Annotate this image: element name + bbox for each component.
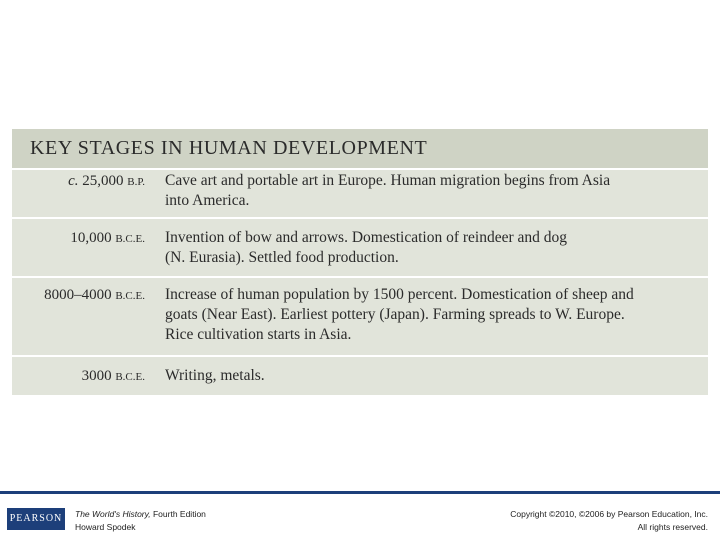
date-prefix: c. xyxy=(68,173,83,189)
row-date xyxy=(12,170,145,217)
table-row xyxy=(12,276,708,355)
description-line: Increase of human population by 1500 percent. Domestication of sheep and xyxy=(165,286,634,303)
rights-line: All rights reserved. xyxy=(637,522,708,532)
date-main: 10,000 xyxy=(70,230,112,246)
table-row xyxy=(12,355,708,393)
copyright-notice xyxy=(510,508,708,534)
pearson-logo: PEARSON xyxy=(7,508,65,530)
copyright-line: Copyright ©2010, ©2006 by Pearson Education, Inc. xyxy=(510,509,708,519)
book-title: The World's History, xyxy=(75,509,151,519)
table-row xyxy=(12,217,708,276)
row-date xyxy=(12,284,145,355)
row-description xyxy=(165,227,705,276)
row-description xyxy=(165,284,705,355)
date-era: B.C.E. xyxy=(115,290,145,302)
date-era: B.P. xyxy=(127,176,145,188)
date-main: 3000 xyxy=(81,368,112,384)
date-main: 8000–4000 xyxy=(44,287,112,303)
description-line: Cave art and portable art in Europe. Human migration begins from Asia xyxy=(165,172,611,189)
description-line: Writing, metals. xyxy=(165,367,265,384)
row-description xyxy=(165,170,705,217)
date-era: B.C.E. xyxy=(115,371,145,383)
date-main: 25,000 xyxy=(82,173,124,189)
row-description xyxy=(165,365,705,393)
table-row xyxy=(12,168,708,217)
row-date xyxy=(12,365,145,393)
description-line: Invention of bow and arrows. Domestication of reindeer and dog xyxy=(165,229,568,246)
description-line: (N. Eurasia). Settled food production. xyxy=(165,249,399,266)
description-line: Rice cultivation starts in Asia. xyxy=(165,326,352,343)
slide-footer xyxy=(0,491,720,540)
book-edition: Fourth Edition xyxy=(150,509,206,519)
key-stages-table xyxy=(12,129,708,395)
description-line: into America. xyxy=(165,192,250,209)
date-era: B.C.E. xyxy=(115,233,145,245)
book-author: Howard Spodek xyxy=(75,522,136,532)
description-line: goats (Near East). Earliest pottery (Japan). Farming spreads to W. Europe. xyxy=(165,306,625,323)
row-date xyxy=(12,227,145,276)
table-title: KEY STAGES IN HUMAN DEVELOPMENT xyxy=(12,129,708,168)
book-credit xyxy=(75,508,206,534)
